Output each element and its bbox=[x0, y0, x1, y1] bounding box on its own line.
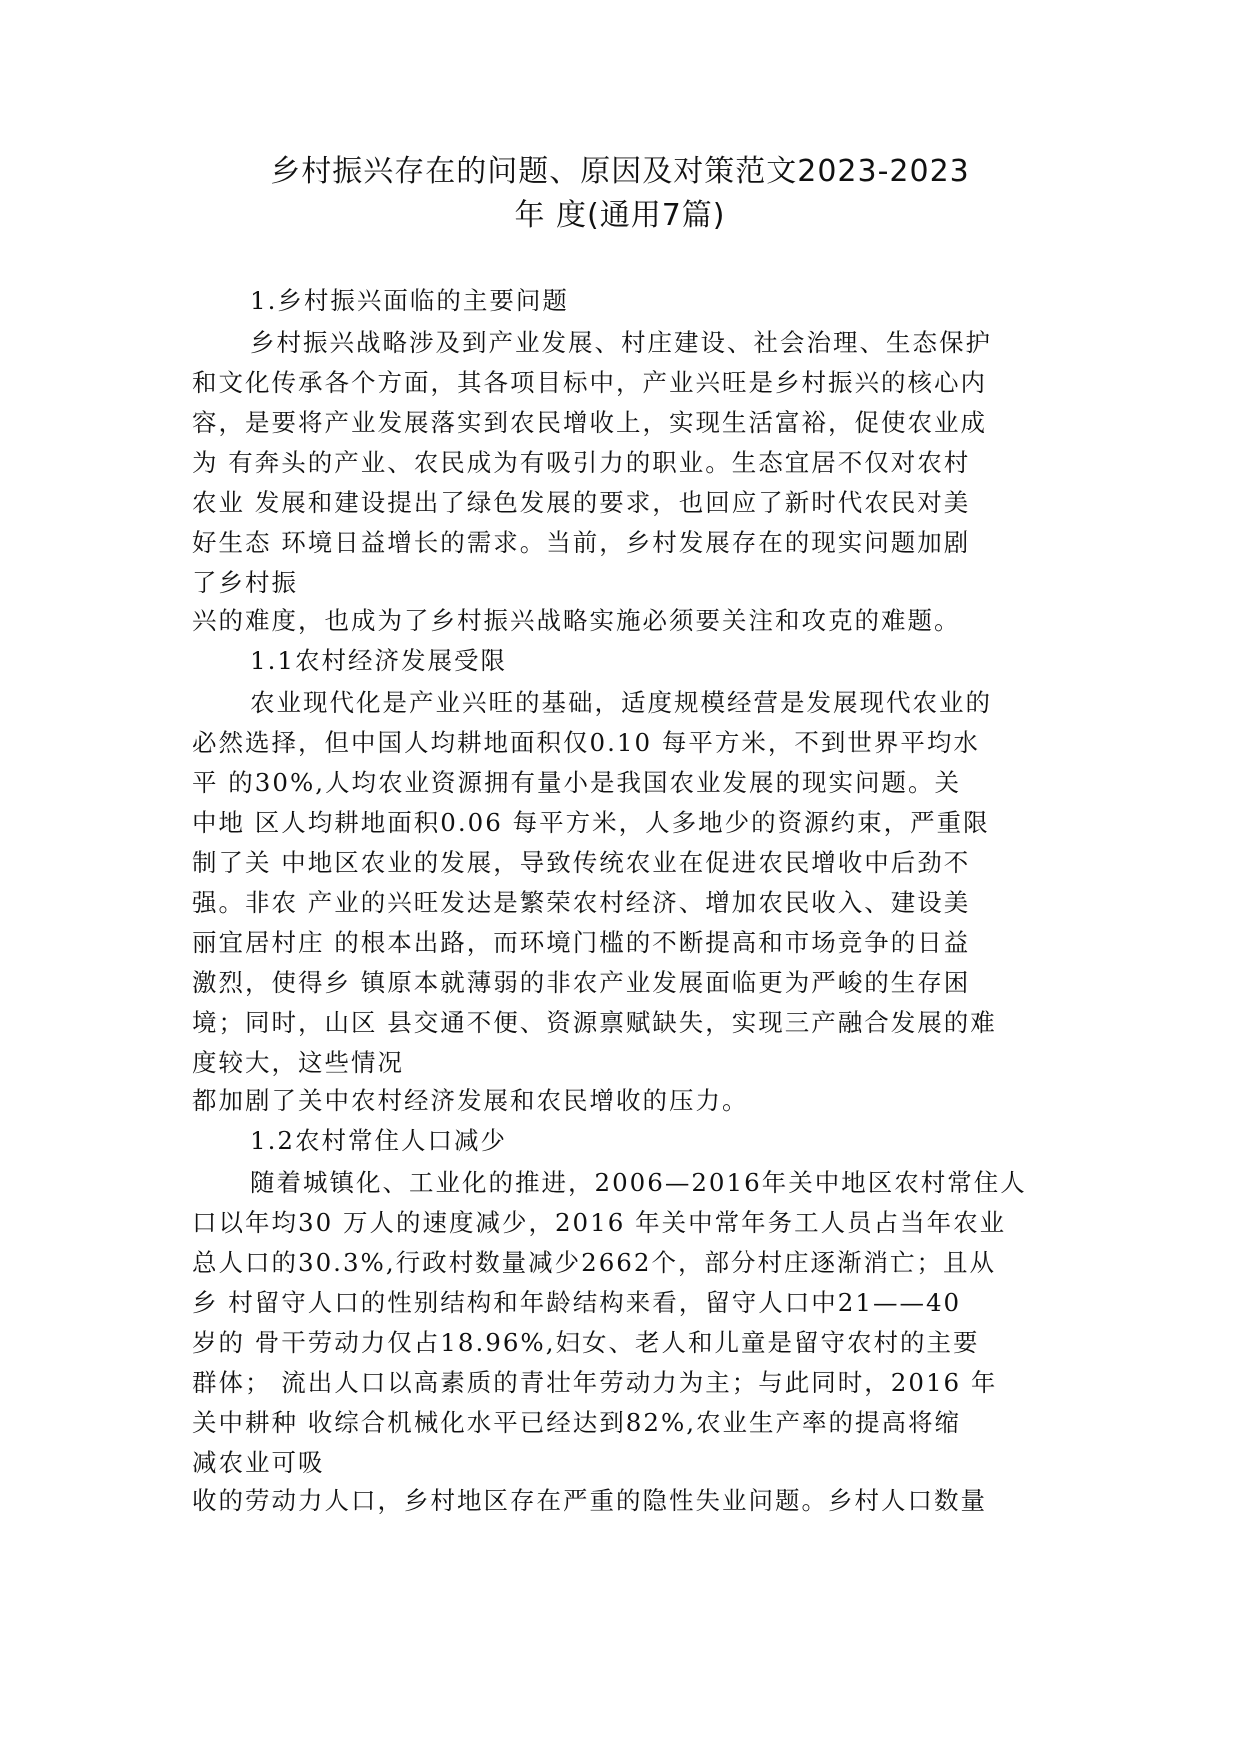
paragraph-line: 制了关 中地区农业的发展，导致传统农业在促进农民增收中后劲不 bbox=[192, 848, 971, 877]
title-line-2: 年 度(通用7篇) bbox=[514, 198, 726, 233]
paragraph-line: 度较大，这些情况 bbox=[192, 1048, 404, 1077]
paragraph-line: 乡村振兴战略涉及到产业发展、村庄建设、社会治理、生态保护 bbox=[250, 328, 992, 357]
paragraph-line: 了乡村振 bbox=[192, 568, 298, 597]
paragraph-line: 乡 村留守人口的性别结构和年龄结构来看，留守人口中21——40 bbox=[192, 1288, 962, 1317]
paragraph-line: 随着城镇化、工业化的推进，2006—2016年关中地区农村常住人 bbox=[250, 1168, 1027, 1197]
paragraph-line: 群体； 流出人口以高素质的青壮年劳动力为主；与此同时，2016 年 bbox=[192, 1368, 998, 1397]
paragraph-line: 减农业可吸 bbox=[192, 1448, 325, 1477]
document-title bbox=[200, 150, 1040, 238]
paragraph-line: 收的劳动力人口，乡村地区存在严重的隐性失业问题。乡村人口数量 bbox=[192, 1486, 987, 1515]
paragraph-line: 强。非农 产业的兴旺发达是繁荣农村经济、增加农民收入、建设美 bbox=[192, 888, 971, 917]
paragraph-line: 岁的 骨干劳动力仅占18.96%,妇女、老人和儿童是留守农村的主要 bbox=[192, 1328, 980, 1357]
title-line-1: 乡村振兴存在的问题、原因及对策范文2023-2023 bbox=[270, 154, 970, 189]
paragraph-line: 关中耕种 收综合机械化水平已经达到82%,农业生产率的提高将缩 bbox=[192, 1408, 962, 1437]
paragraph-line: 兴的难度，也成为了乡村振兴战略实施必须要关注和攻克的难题。 bbox=[192, 606, 961, 635]
paragraph-line: 丽宜居村庄 的根本出路，而环境门槛的不断提高和市场竞争的日益 bbox=[192, 928, 971, 957]
paragraph-line: 容，是要将产业发展落实到农民增收上，实现生活富裕，促使农业成 bbox=[192, 408, 987, 437]
paragraph-line: 农业 发展和建设提出了绿色发展的要求，也回应了新时代农民对美 bbox=[192, 488, 971, 517]
paragraph-line: 好生态 环境日益增长的需求。当前，乡村发展存在的现实问题加剧 bbox=[192, 528, 971, 557]
heading-1-2: 1.2农村常住人口减少 bbox=[250, 1126, 507, 1155]
paragraph-line: 境；同时，山区 县交通不便、资源禀赋缺失，实现三产融合发展的难 bbox=[192, 1008, 997, 1037]
paragraph-line: 农业现代化是产业兴旺的基础，适度规模经营是发展现代农业的 bbox=[250, 688, 992, 717]
paragraph-line: 必然选择，但中国人均耕地面积仅0.10 每平方米，不到世界平均水 bbox=[192, 728, 980, 757]
paragraph-line: 平 的30%,人均农业资源拥有量小是我国农业发展的现实问题。关 bbox=[192, 768, 962, 797]
paragraph-line: 为 有奔头的产业、农民成为有吸引力的职业。生态宜居不仅对农村 bbox=[192, 448, 971, 477]
paragraph-line: 中地 区人均耕地面积0.06 每平方米，人多地少的资源约束，严重限 bbox=[192, 808, 990, 837]
paragraph-line: 激烈，使得乡 镇原本就薄弱的非农产业发展面临更为严峻的生存困 bbox=[192, 968, 971, 997]
paragraph-line: 总人口的30.3%,行政村数量减少2662个，部分村庄逐渐消亡；且从 bbox=[192, 1248, 996, 1277]
heading-1-1: 1.1农村经济发展受限 bbox=[250, 646, 507, 675]
paragraph-line: 和文化传承各个方面，其各项目标中，产业兴旺是乡村振兴的核心内 bbox=[192, 368, 987, 397]
paragraph-line: 口以年均30 万人的速度减少，2016 年关中常年务工人员占当年农业 bbox=[192, 1208, 1007, 1237]
paragraph-line: 都加剧了关中农村经济发展和农民增收的压力。 bbox=[192, 1086, 749, 1115]
heading-1: 1.乡村振兴面临的主要问题 bbox=[250, 286, 569, 315]
